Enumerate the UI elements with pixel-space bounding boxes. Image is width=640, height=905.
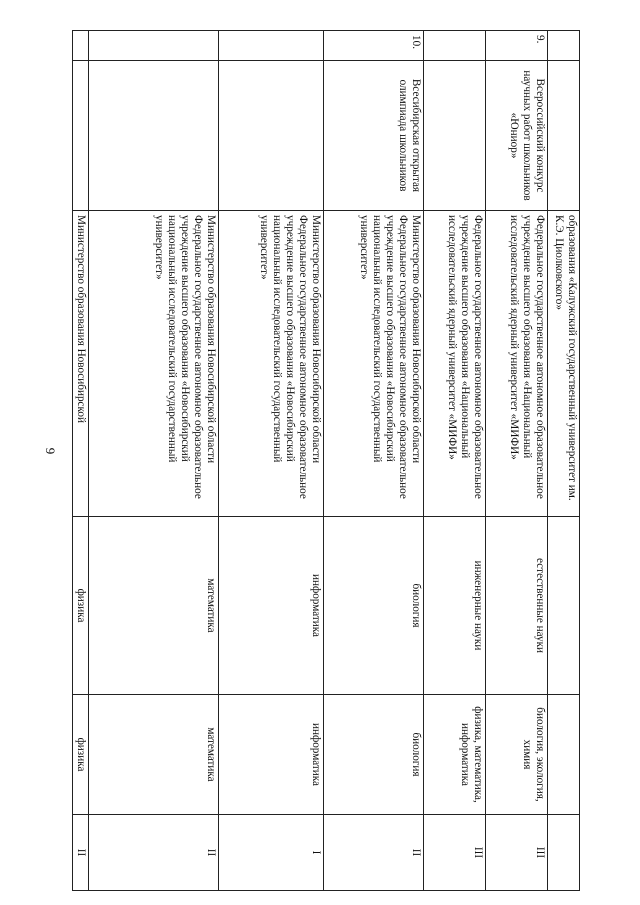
- table-row: [324, 31, 424, 891]
- organizers-cell: [73, 211, 89, 517]
- organizers-cell: [548, 211, 580, 517]
- organizers-cell: [486, 211, 548, 517]
- organizers-cell: [89, 211, 219, 517]
- subjects-cell: математика: [89, 695, 219, 815]
- profile-cell: физика: [73, 517, 89, 695]
- profile-cell: математика: [89, 517, 219, 695]
- name-cell: Всероссийский конкурс научных работ школьников «Юниор»: [486, 61, 548, 211]
- organizer-line: Министерство образования Новосибирской области: [310, 215, 322, 464]
- organizers-cell: [324, 211, 424, 517]
- subjects-cell: физика, математика, информатика: [424, 695, 486, 815]
- num-cell: [73, 31, 89, 61]
- organizers-cell: [219, 211, 324, 517]
- page-number: 9: [43, 447, 58, 455]
- rotated-table-container: [75, 30, 580, 890]
- table-row: [548, 31, 580, 891]
- table-row: [486, 31, 548, 891]
- num-cell: [89, 31, 219, 61]
- organizer-line: образования «Калужский государственный университет им. К.Э. Циолковского»: [553, 215, 578, 501]
- level-cell: II: [324, 815, 424, 891]
- name-cell: Всесибирская открытая олимпиада школьников: [324, 61, 424, 211]
- organizer-line: Федеральное государственное автономное образовательное учреждение высшего образования «Новосибирский национальный исследовательский государственный университет»: [358, 215, 409, 499]
- subjects-cell: биология, экология, химия: [486, 695, 548, 815]
- subjects-cell: биология: [324, 695, 424, 815]
- organizer-line: Министерство образования Новосибирской: [75, 215, 87, 423]
- profile-cell: информатика: [219, 517, 324, 695]
- name-cell: [73, 61, 89, 211]
- table-row: [424, 31, 486, 891]
- name-cell: [219, 61, 324, 211]
- table-row: [73, 31, 89, 891]
- name-cell: [424, 61, 486, 211]
- organizer-line: Федеральное государственное автономное образовательное учреждение высшего образования «Новосибирский национальный исследовательский государственный университет»: [258, 215, 309, 499]
- organizer-line: Министерство образования Новосибирской области: [205, 215, 217, 464]
- subjects-cell: физика: [73, 695, 89, 815]
- level-cell: II: [89, 815, 219, 891]
- olympiad-table: [72, 30, 580, 891]
- level-cell: III: [424, 815, 486, 891]
- num-cell: [219, 31, 324, 61]
- num-cell: [548, 31, 580, 61]
- profile-cell: естественные науки: [486, 517, 548, 695]
- num-cell: 9.: [486, 31, 548, 61]
- profile-cell: [548, 517, 580, 695]
- organizers-cell: [424, 211, 486, 517]
- table-row: [89, 31, 219, 891]
- num-cell: [424, 31, 486, 61]
- organizer-line: Федеральное государственное автономное образовательное учреждение высшего образования «Новосибирский национальный исследовательский государственный университет»: [153, 215, 204, 499]
- level-cell: II: [73, 815, 89, 891]
- name-cell: [89, 61, 219, 211]
- level-cell: [548, 815, 580, 891]
- table-row: [219, 31, 324, 891]
- organizer-line: Министерство образования Новосибирской области: [410, 215, 422, 464]
- name-cell: [548, 61, 580, 211]
- subjects-cell: [548, 695, 580, 815]
- level-cell: I: [219, 815, 324, 891]
- num-cell: 10.: [324, 31, 424, 61]
- organizer-line: Федеральное государственное автономное образовательное учреждение высшего образования «Национальный исследовательский ядерный университет «МИФИ»: [446, 215, 484, 499]
- organizer-line: Федеральное государственное автономное образовательное учреждение высшего образования «Национальный исследовательский ядерный университет «МИФИ»: [508, 215, 546, 499]
- profile-cell: инженерные науки: [424, 517, 486, 695]
- profile-cell: биология: [324, 517, 424, 695]
- subjects-cell: информатика: [219, 695, 324, 815]
- level-cell: III: [486, 815, 548, 891]
